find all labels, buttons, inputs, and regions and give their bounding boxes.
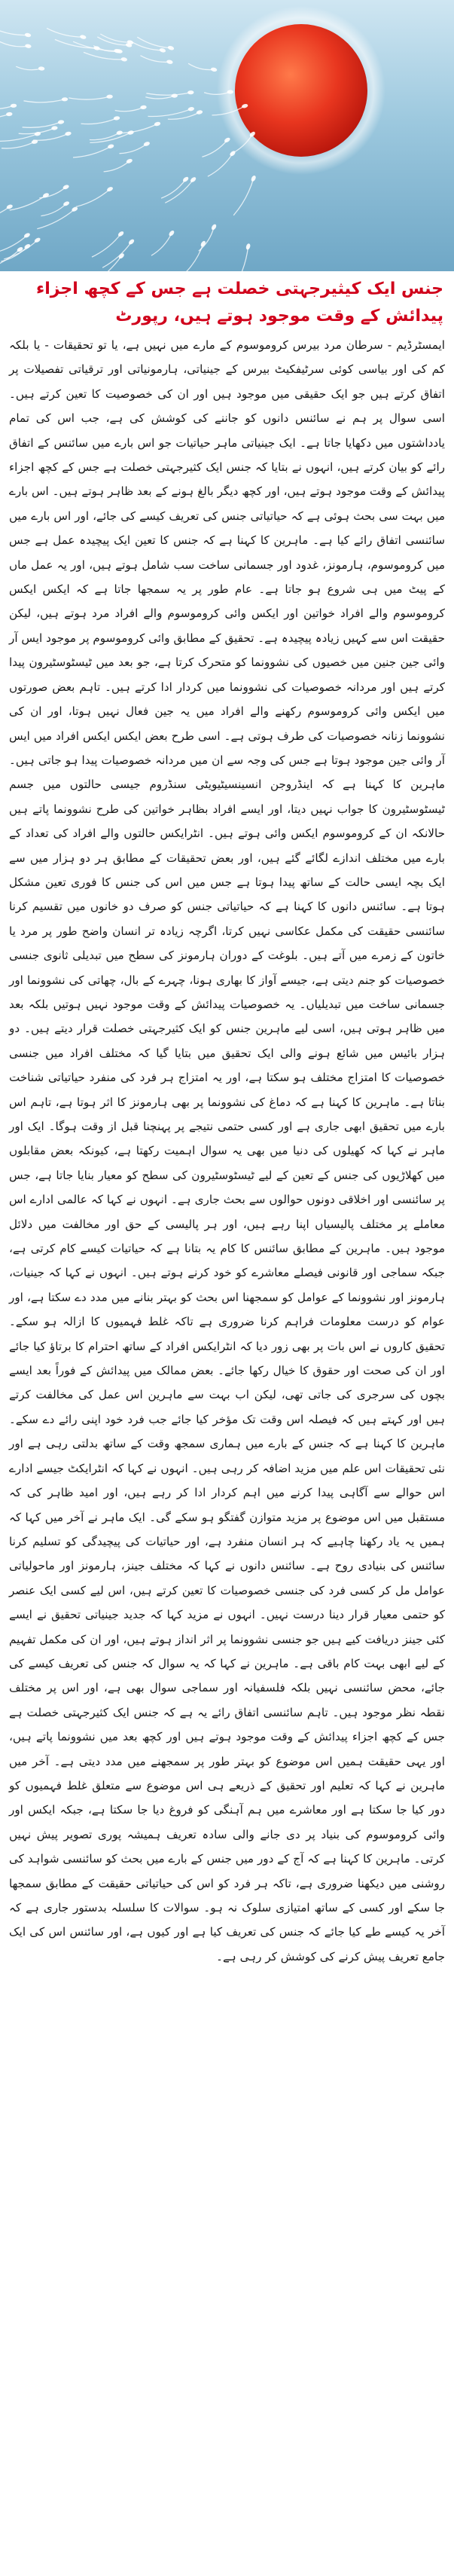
sperm-cells: [0, 28, 257, 271]
sperm-tail: [97, 37, 129, 45]
sperm-head: [211, 223, 218, 231]
sperm-head: [182, 176, 190, 182]
sperm-tail: [37, 209, 75, 229]
sperm-tail: [161, 179, 186, 198]
egg-cell: [235, 24, 367, 157]
sperm-head: [24, 32, 31, 38]
sperm-head: [187, 106, 194, 112]
sperm-head: [166, 60, 173, 65]
sperm-head: [196, 110, 203, 115]
sperm-tail: [115, 107, 144, 111]
sperm-tail: [102, 242, 132, 267]
sperm-tail: [120, 144, 147, 154]
sperm-head: [245, 243, 251, 250]
sperm-head: [80, 35, 87, 40]
sperm-tail: [202, 140, 227, 157]
sperm-head: [6, 112, 13, 117]
article-body: [9, 333, 445, 1969]
sperm-head: [159, 47, 166, 53]
sperm-head: [51, 126, 58, 130]
sperm-head: [140, 105, 147, 109]
sperm-tail: [24, 99, 66, 102]
sperm-tail: [73, 146, 111, 157]
sperm-head: [106, 94, 113, 98]
sperm-head: [190, 176, 197, 183]
sperm-tail: [104, 161, 129, 172]
sperm-tail: [0, 41, 28, 47]
sperm-tail: [19, 128, 55, 134]
sperm-tail: [2, 142, 35, 148]
sperm-tail: [168, 112, 200, 119]
sperm-tail: [92, 234, 121, 257]
sperm-tail: [165, 180, 193, 203]
sperm-tail: [145, 96, 174, 99]
sperm-tail: [184, 244, 203, 271]
sperm-tail: [16, 66, 41, 70]
sperm-head: [154, 121, 160, 127]
sperm-head: [107, 144, 114, 149]
sperm-tail: [146, 93, 190, 96]
article-headline: جنس ایک کیثیرجہتی خصلت ہے جس کے کچھ اجزاء پیدائش کے وقت موجود ہوتے ہیں، رپورٹ: [35, 280, 443, 325]
sperm-tail: [90, 133, 130, 142]
sperm-tail: [141, 56, 170, 63]
sperm-tail: [0, 134, 38, 142]
sperm-tail: [41, 203, 66, 215]
sperm-head: [38, 66, 45, 71]
sperm-tail: [0, 249, 20, 271]
sperm-tail: [148, 109, 191, 117]
article-paragraph: ایمسٹرڈیم - سرطان مرد بیرس کروموسوم کے مارے میں نہیں ہے، یا تو تحقیقات - یا بلکہ کم کی اور بیاسی کوئی سرٹیفکیٹ بیرس کے جینیاتی، ہارمونیاتی اور ترقیاتی تفصیلات پر اتفاق کرتے ہیں جو ایک حقیقی میں موجود ہیں اور ان کی خصوصیت کا تعین کرتے ہیں۔ اسی سوال پر ہم نے سائنس دانوں کو جاننے کی کوشش کی ہے، جب اس کی تمام یادداشتوں میں دکھایا جاتا ہے۔ ایک جینیاتی ماہر حیاتیات جو اس بارے میں سائنس کے اتفاق رائے کو بیان کرتے ہیں، انہوں نے بتایا کہ جنس ایک کثیرجہتی خصلت ہے جس کے کچھ اجزاء پیدائش کے وقت موجود ہوتے ہیں، اور کچھ دیگر بالغ ہونے کے بعد ظاہر ہوتے ہیں۔ اس بارے میں بہت سی بحث ہوئی ہے کہ حیاتیاتی جنس کی تعریف کیسے کی جائے، اور اس بارے میں سائنسی اتفاق رائے کیا ہے۔ ماہرین کا کہنا ہے کہ جنس کا تعین ایک پیچیدہ عمل ہے جس میں کروموسوم، ہارمونز، غدود اور جسمانی ساخت سب شامل ہوتے ہیں، اور یہ عمل ماں کے پیٹ میں ہی شروع ہو جاتا ہے۔ عام طور پر یہ سمجھا جاتا ہے کہ ایکس ایکس کروموسوم والے افراد خواتین اور ایکس وائی کروموسوم والے افراد مرد ہوتے ہیں، لیکن حقیقت اس سے کہیں زیادہ پیچیدہ ہے۔ تحقیق کے مطابق وائی کروموسوم پر موجود ایس آر وائی جین جنین میں خصیوں کی نشوونما کو متحرک کرتا ہے، جو بعد میں ٹیسٹوسٹیرون پیدا کرتے ہیں اور مردانہ خصوصیات کی نشوونما میں کردار ادا کرتے ہیں۔ تاہم بعض صورتوں میں ایکس وائی کروموسوم رکھنے والے افراد میں یہ جین فعال نہیں ہوتا، اور ان کی نشوونما زنانہ خصوصیات کی طرف ہوتی ہے۔ اسی طرح بعض ایکس ایکس افراد میں ایس آر وائی جین موجود ہوتا ہے جس کی وجہ سے ان میں مردانہ خصوصیات پیدا ہو جاتی ہیں۔ ماہرین کا کہنا ہے کہ اینڈروجن انسینسیٹیویٹی سنڈروم جیسی حالتوں میں جسم ٹیسٹوسٹیرون کا جواب نہیں دیتا، اور ایسے افراد بظاہر خواتین کی طرح نشوونما پاتے ہیں حالانکہ ان کے کروموسوم ایکس وائی ہوتے ہیں۔ انٹرایکس حالتوں والے افراد کی تعداد کے بارے میں مختلف اندازے لگائے گئے ہیں، اور بعض تحقیقات کے مطابق ہر دو ہزار میں سے ایک بچہ ایسی حالت کے ساتھ پیدا ہوتا ہے جس میں اس کی جنس کا فوری تعین مشکل ہوتا ہے۔ سائنس دانوں کا کہنا ہے کہ حیاتیاتی جنس کو صرف دو خانوں میں تقسیم کرنا سائنسی حقیقت کی مکمل عکاسی نہیں کرتا، اگرچہ زیادہ تر انسان واضح طور پر مرد یا خاتون کے زمرے میں آتے ہیں۔ بلوغت کے دوران ہارمونز کی سطح میں تبدیلی ثانوی جنسی خصوصیات کو جنم دیتی ہے، جیسے آواز کا بھاری ہونا، چہرے کے بال، چھاتی کی نشوونما اور جسمانی ساخت میں تبدیلیاں۔ یہ خصوصیات پیدائش کے وقت موجود نہیں ہوتیں بلکہ بعد میں ظاہر ہوتی ہیں، اسی لیے ماہرین جنس کو ایک کثیرجہتی خصلت قرار دیتے ہیں۔ دو ہزار بائیس میں شائع ہونے والی ایک تحقیق میں بتایا گیا کہ مختلف افراد میں جنسی خصوصیات کا امتزاج مختلف ہو سکتا ہے، اور یہ امتزاج ہر فرد کی منفرد حیاتیاتی شناخت بناتا ہے۔ ماہرین کا کہنا ہے کہ دماغ کی نشوونما پر بھی ہارمونز کا اثر ہوتا ہے، تاہم اس بارے میں تحقیق ابھی جاری ہے اور کسی حتمی نتیجے پر پہنچنا قبل از وقت ہوگا۔ ایک اور ماہر نے کہا کہ کھیلوں کی دنیا میں بھی یہ سوال اہمیت رکھتا ہے، کیونکہ بعض مقابلوں میں کھلاڑیوں کی جنس کے تعین کے لیے ٹیسٹوسٹیرون کی سطح کو معیار بنایا جاتا ہے، جس پر سائنسی اور اخلاقی دونوں حوالوں سے بحث جاری ہے۔ انہوں نے کہا کہ عالمی ادارے اس معاملے پر مختلف پالیسیاں اپنا رہے ہیں، اور ہر پالیسی کے حق اور مخالفت میں دلائل موجود ہیں۔ ماہرین کے مطابق سائنس کا کام یہ بتانا ہے کہ حیاتیات کیسے کام کرتی ہے، جبکہ سماجی اور قانونی فیصلے معاشرے کو خود کرنے ہوتے ہیں۔ انہوں نے کہا کہ جینیات، ہارمونز اور نشوونما کے عوامل کو سمجھنا اس بحث کو بہتر بنانے میں مدد دے سکتا ہے، اور عوام کو درست معلومات فراہم کرنا ضروری ہے تاکہ غلط فہمیوں کا ازالہ ہو سکے۔ تحقیق کاروں نے اس بات پر بھی زور دیا کہ انٹرایکس افراد کے ساتھ احترام کا برتاؤ کیا جائے اور ان کی صحت اور حقوق کا خیال رکھا جائے۔ بعض ممالک میں پیدائش کے فوراً بعد ایسے بچوں کی سرجری کی جاتی تھی، لیکن اب بہت سے ماہرین اس عمل کی مخالفت کرتے ہیں اور کہتے ہیں کہ فیصلہ اس وقت تک مؤخر کیا جائے جب فرد خود اپنی رائے دے سکے۔ ماہرین کا کہنا ہے کہ جنس کے بارے میں ہماری سمجھ وقت کے ساتھ بدلتی رہی ہے اور نئی تحقیقات اس علم میں مزید اضافہ کر رہی ہیں۔ انہوں نے کہا کہ انٹرایکٹ جیسے ادارے اس حوالے سے آگاہی پیدا کرنے میں اہم کردار ادا کر رہے ہیں، اور امید ظاہر کی کہ مستقبل میں اس موضوع پر مزید متوازن گفتگو ہو سکے گی۔ ایک ماہر نے آخر میں کہا کہ ہمیں یہ یاد رکھنا چاہیے کہ ہر انسان منفرد ہے، اور حیاتیات کی پیچیدگی کو تسلیم کرنا سائنس کی بنیادی روح ہے۔ سائنس دانوں نے کہا کہ مختلف جینز، ہارمونز اور ماحولیاتی عوامل مل کر کسی فرد کی جنسی خصوصیات کا تعین کرتے ہیں، اس لیے کسی ایک عنصر کو حتمی معیار قرار دینا درست نہیں۔ انہوں نے مزید کہا کہ جدید جینیاتی تحقیق نے ایسے کئی جینز دریافت کیے ہیں جو جنسی نشوونما پر اثر انداز ہوتے ہیں، اور ان کی مکمل تفہیم کے لیے ابھی بہت کام باقی ہے۔ ماہرین نے کہا کہ یہ سوال کہ جنس کی تعریف کیسے کی جائے، محض سائنسی نہیں بلکہ فلسفیانہ اور سماجی سوال بھی ہے، اور اس پر مختلف نقطہ نظر موجود ہیں۔ تاہم سائنسی اتفاق رائے یہ ہے کہ جنس ایک کثیرجہتی خصلت ہے جس کے کچھ اجزاء پیدائش کے وقت موجود ہوتے ہیں اور کچھ بعد میں نشوونما پاتے ہیں، اور یہی حقیقت ہمیں اس موضوع کو بہتر طور پر سمجھنے میں مدد دیتی ہے۔ آخر میں ماہرین نے کہا کہ تعلیم اور تحقیق کے ذریعے ہی اس موضوع سے متعلق غلط فہمیوں کو دور کیا جا سکتا ہے اور معاشرے میں ہم آہنگی کو فروغ دیا جا سکتا ہے، جبکہ ایکس اور وائی کروموسوم کی بنیاد پر دی جانے والی سادہ تعریف ہمیشہ پوری تصویر پیش نہیں کرتی۔ ماہرین کا کہنا ہے کہ آج کے دور میں جنس کے بارے میں بحث کو سائنسی شواہد کی روشنی میں دیکھنا ضروری ہے، تاکہ ہر فرد کو اس کی حیاتیاتی حقیقت کے مطابق سمجھا جا سکے اور کسی کے ساتھ امتیازی سلوک نہ ہو۔ سوالات کا سلسلہ بدستور جاری ہے کہ آخر یہ کیسے طے کیا جائے کہ جنس کی تعریف کیا ہے اور کیوں ہے، اور سائنس اس کی ایک جامع تعریف پیش کرنے کی کوشش کر رہی ہے۔: [9, 338, 445, 1963]
sperm-head: [210, 67, 217, 72]
sperm-head: [167, 45, 175, 51]
sperm-head: [229, 150, 236, 157]
hero-image: [0, 0, 454, 271]
sperm-tail: [0, 28, 28, 35]
sperm-tail: [233, 179, 254, 215]
sperm-head: [168, 230, 175, 237]
sperm-tail: [69, 96, 109, 99]
sperm-tail: [208, 154, 233, 177]
sperm-tail: [84, 52, 124, 60]
sperm-head: [187, 90, 193, 94]
sperm-tail: [234, 246, 248, 271]
sperm-tail: [188, 63, 214, 69]
sperm-tail: [47, 28, 83, 37]
sperm-tail: [151, 234, 172, 256]
sperm-head: [62, 97, 69, 102]
sperm-tail: [81, 118, 117, 124]
sperm-head: [65, 131, 72, 136]
sperm-head: [128, 238, 136, 245]
sperm-tail: [55, 39, 97, 48]
sperm-tail: [118, 124, 157, 133]
sperm-head: [57, 120, 64, 124]
sperm-head: [127, 130, 134, 135]
sperm-head: [11, 103, 17, 108]
sperm-head: [250, 175, 257, 182]
sperm-head: [120, 57, 127, 63]
sperm-head: [113, 116, 120, 121]
sperm-tail: [76, 189, 110, 206]
sperm-head: [25, 44, 32, 48]
egg-and-sperm-illustration: [0, 0, 454, 271]
sperm-tail: [199, 227, 214, 251]
